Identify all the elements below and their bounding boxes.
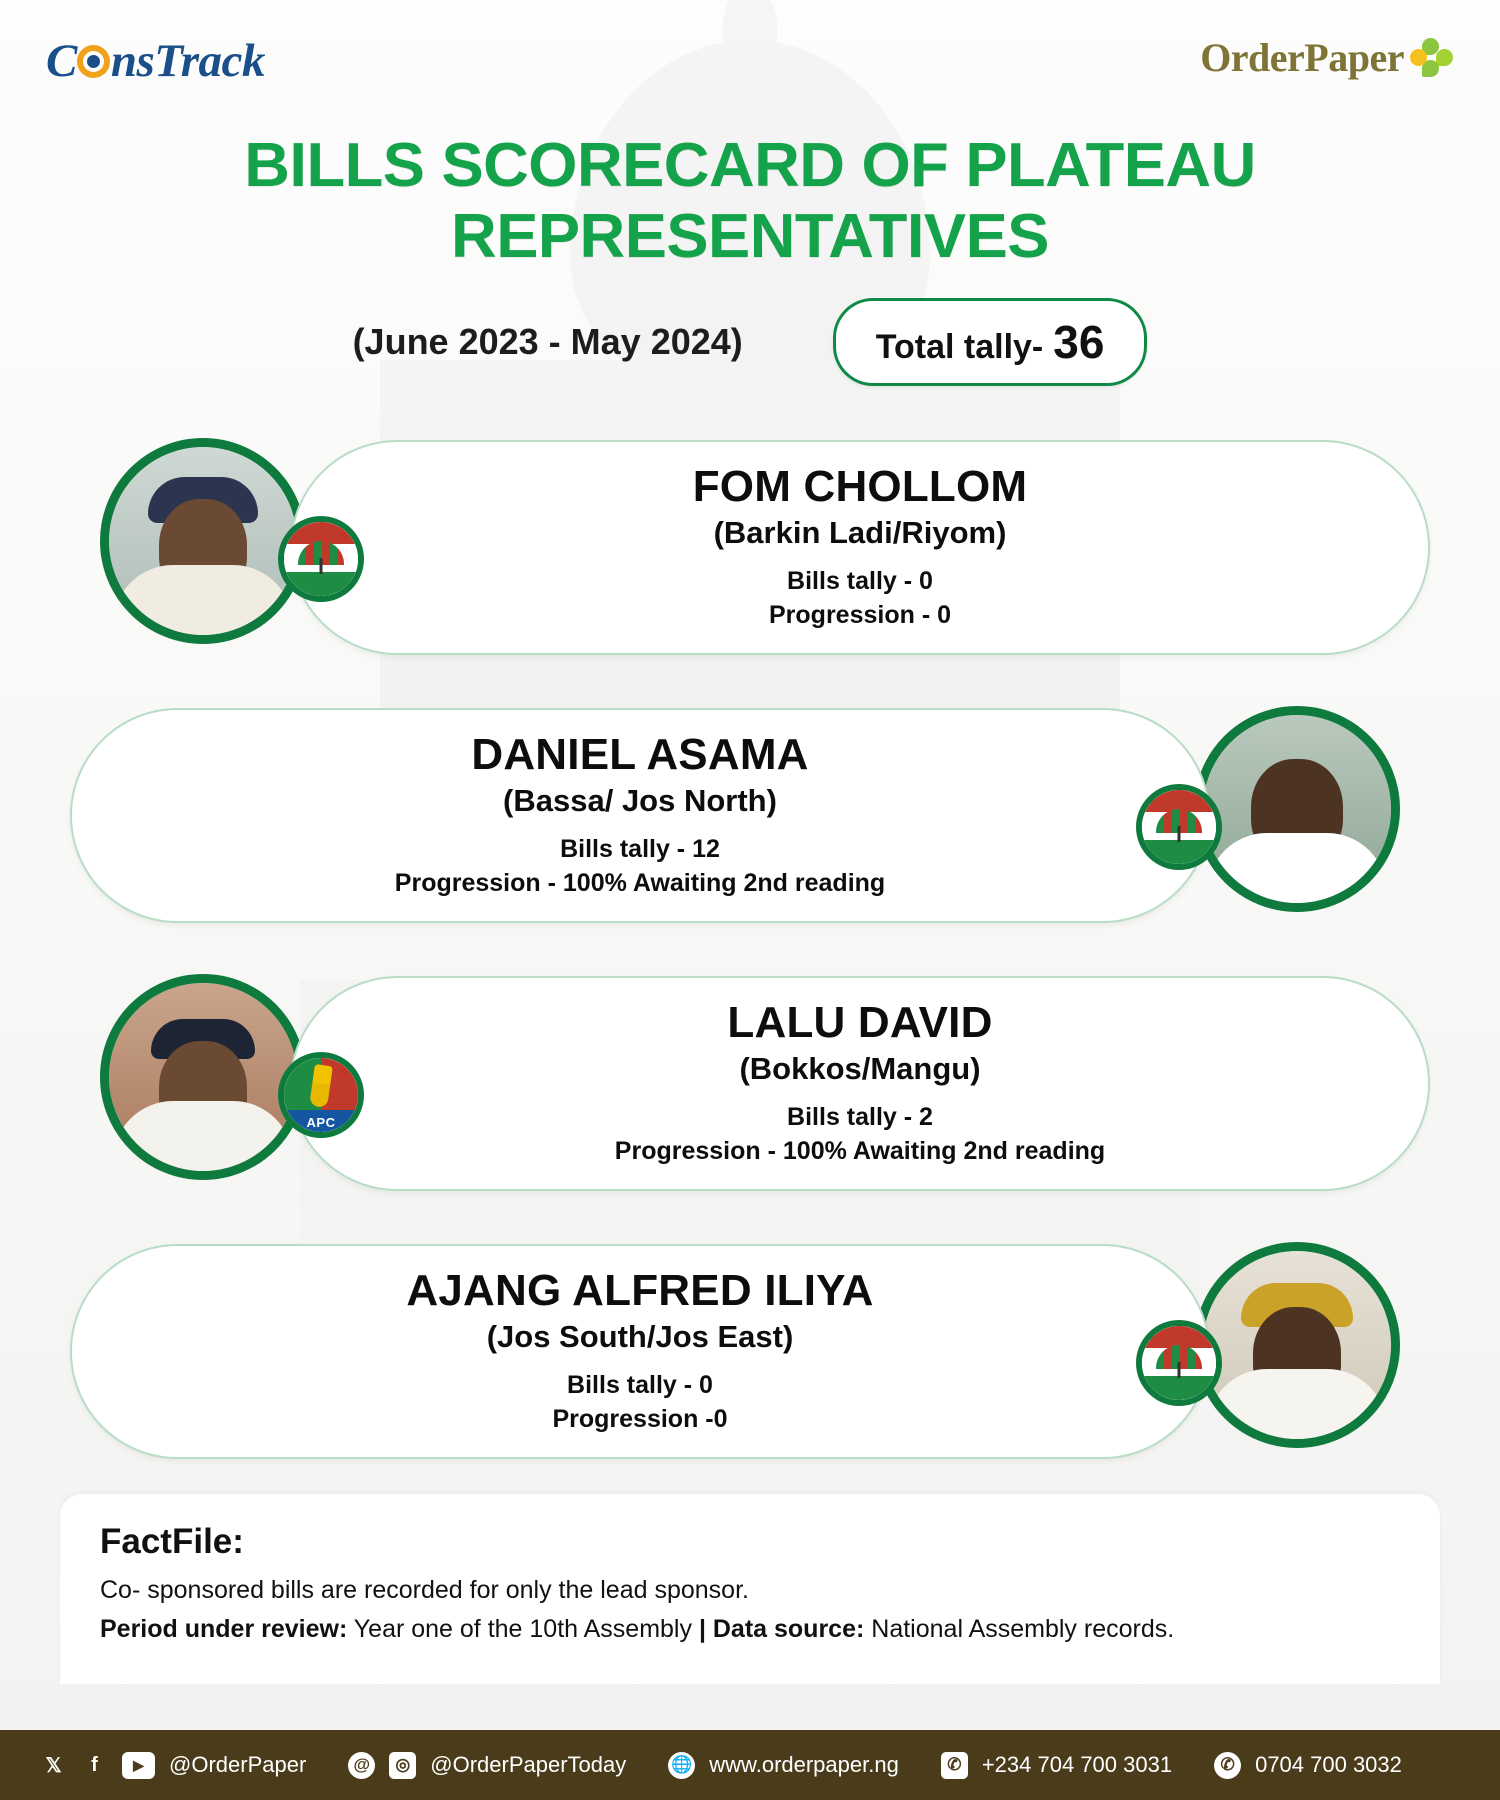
factfile-panel [60,1494,1440,1684]
member-card [290,440,1430,655]
bills-tally: Bills tally - 2 [787,1102,933,1131]
member-constituency: (Jos South/Jos East) [486,1318,794,1354]
progression: Progression - 0 [769,600,951,629]
member-card [70,1244,1210,1459]
member-card [290,976,1430,1191]
member-photo-cluster [1150,1232,1400,1472]
member-row [60,422,1440,672]
total-tally-value: 36 [1053,316,1105,368]
party-logo-pdp-icon [1136,1320,1222,1406]
instagram-icon[interactable]: ◎ [389,1752,416,1779]
whatsapp-icon: ✆ [1214,1752,1241,1779]
handle-orderpapertoday: @OrderPaperToday [430,1752,627,1777]
factfile-note: Co- sponsored bills are recorded for only the lead sponsor. [100,1576,749,1604]
member-photo-cluster [100,428,350,668]
phone-number-2: 0704 700 3032 [1255,1752,1402,1777]
constrack-ring-icon [75,43,113,81]
party-logo-apc-icon: APC [278,1052,364,1138]
member-stats [395,833,885,901]
member-constituency: (Barkin Ladi/Riyom) [713,514,1007,550]
member-name: LALU DAVID [727,997,993,1047]
phone-icon: ✆ [941,1752,968,1779]
factfile-period-value: Year one of the 10th Assembly [347,1615,699,1643]
orderpaper-flower-icon [1410,38,1454,78]
party-logo-pdp-icon [1136,784,1222,870]
member-name: DANIEL ASAMA [471,729,809,779]
handle-orderpaper: @OrderPaper [169,1752,307,1777]
orderpaper-logo [1200,34,1454,81]
footer-bar [0,1730,1500,1800]
member-constituency: (Bokkos/Mangu) [739,1050,981,1086]
facebook-icon[interactable]: f [91,1753,98,1776]
member-photo-cluster [1150,696,1400,936]
factfile-source-label: | Data source: [698,1615,865,1643]
subtitle-row [0,298,1500,386]
member-photo-cluster [100,964,350,1204]
member-constituency: (Bassa/ Jos North) [503,782,777,818]
members-list [0,422,1500,1476]
member-name: FOM CHOLLOM [692,461,1028,511]
member-stats [552,1369,727,1437]
threads-icon[interactable]: @ [348,1752,375,1779]
avatar [1194,1242,1400,1448]
x-twitter-icon[interactable]: 𝕏 [45,1754,62,1777]
member-row [60,958,1440,1208]
member-name: AJANG ALFRED ILIYA [406,1265,874,1315]
progression: Progression - 100% Awaiting 2nd reading [614,1136,1106,1165]
bills-tally: Bills tally - 0 [567,1370,713,1399]
bills-tally: Bills tally - 12 [560,834,720,863]
total-tally-badge [833,298,1148,386]
website-url[interactable]: www.orderpaper.ng [709,1752,899,1777]
factfile-meta [100,1615,1400,1644]
member-stats [769,565,951,633]
constrack-logo-text-part1: C [46,35,77,87]
progression: Progression -0 [552,1404,728,1433]
youtube-icon[interactable]: ▶ [122,1752,155,1779]
globe-icon[interactable]: 🌐 [668,1752,695,1779]
bills-tally: Bills tally - 0 [787,566,933,595]
avatar [100,438,306,644]
phone-number-1: +234 704 700 3031 [981,1752,1173,1777]
avatar [1194,706,1400,912]
progression: Progression - 100% Awaiting 2nd reading [394,868,886,897]
member-row [60,690,1440,940]
total-tally-label: Total tally- [875,328,1044,366]
factfile-source-value: National Assembly records. [864,1615,1175,1643]
page-title: BILLS SCORECARD OF PLATEAU REPRESENTATIVES [244,131,1256,271]
constrack-logo-text-part2: nsTrack [110,35,265,87]
member-card [70,708,1210,923]
member-stats [615,1101,1105,1169]
header-bar [0,0,1500,120]
party-logo-pdp-icon [278,516,364,602]
constrack-logo [46,34,265,88]
period-label: (June 2023 - May 2024) [352,321,743,362]
factfile-period-label: Period under review: [100,1615,348,1643]
avatar [100,974,306,1180]
factfile-heading: FactFile: [100,1522,244,1561]
orderpaper-logo-text: OrderPaper [1200,35,1404,80]
member-row [60,1226,1440,1476]
